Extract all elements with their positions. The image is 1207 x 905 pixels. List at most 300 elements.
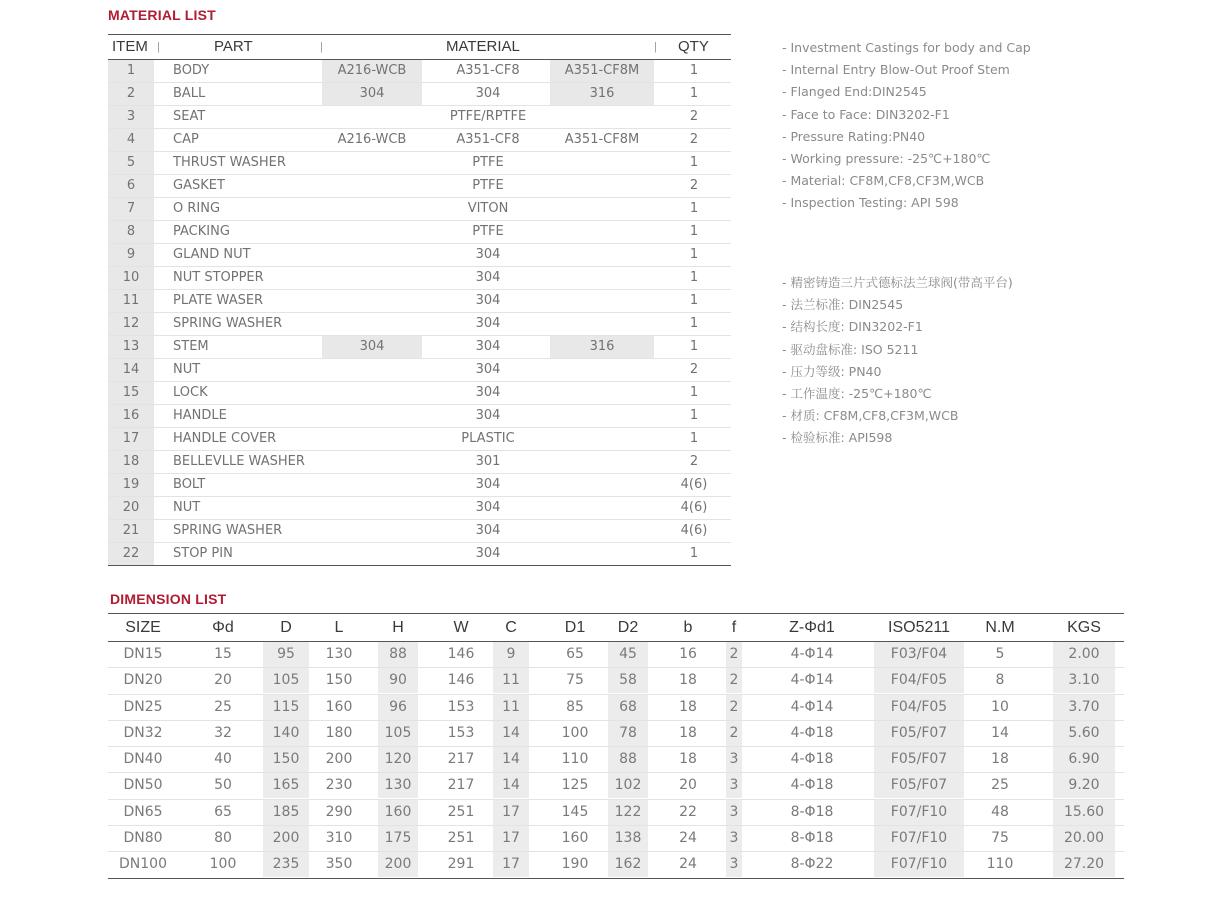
- table-row: [108, 497, 731, 520]
- dimension-cell: 20: [679, 777, 697, 794]
- dimension-cell: 5.60: [1053, 721, 1115, 746]
- item-number: 9: [108, 244, 154, 266]
- item-number: 13: [108, 336, 154, 358]
- dimension-cell: 32: [214, 724, 232, 741]
- dimension-cell: 9.20: [1053, 773, 1115, 798]
- dimension-cell: F07/F10: [874, 826, 964, 851]
- header-part: PART: [214, 38, 253, 55]
- quantity: 1: [689, 224, 699, 239]
- table-row: [108, 244, 731, 267]
- material-cf8m: 316: [550, 336, 654, 358]
- note-line: - Pressure Rating:PN40: [782, 128, 926, 144]
- dimension-cell: 18: [679, 698, 697, 715]
- table-row: [108, 221, 731, 244]
- item-number: 11: [108, 290, 154, 312]
- dimension-cell: DN20: [123, 672, 163, 689]
- dimension-cell: 4-Φ18: [790, 724, 834, 741]
- dimension-cell: 2: [726, 642, 742, 667]
- dimension-cell: 4-Φ18: [790, 777, 834, 794]
- item-number: 7: [108, 198, 154, 220]
- material-value: 304: [475, 408, 501, 423]
- dimension-cell: 80: [214, 830, 232, 847]
- table-row: [108, 152, 731, 175]
- dimension-cell: 251: [447, 830, 475, 847]
- dimension-cell: 310: [325, 830, 353, 847]
- quantity: 4(6): [680, 523, 708, 538]
- part-name: O RING: [173, 201, 221, 216]
- table-row: [108, 313, 731, 336]
- dimension-cell: 78: [608, 721, 648, 746]
- table-row: [108, 721, 1124, 747]
- part-name: SPRING WASHER: [173, 316, 283, 331]
- table-row: [108, 83, 731, 106]
- table-row: [108, 543, 731, 566]
- note-line: - Investment Castings for body and Cap: [782, 40, 1031, 55]
- item-number: 6: [108, 175, 154, 197]
- dimension-cell: 40: [214, 751, 232, 768]
- part-name: CAP: [173, 132, 199, 147]
- item-number: 21: [108, 520, 154, 542]
- dimension-cell: DN65: [123, 803, 163, 820]
- dimension-cell: 146: [447, 672, 475, 689]
- part-name: NUT STOPPER: [173, 270, 264, 285]
- quantity: 1: [689, 86, 699, 101]
- material-wcb: A216-WCB: [322, 60, 422, 82]
- quantity: 1: [689, 63, 699, 78]
- material-value: 304: [475, 523, 501, 538]
- quantity: 1: [689, 316, 699, 331]
- quantity: 4(6): [680, 477, 708, 492]
- dimension-cell: 150: [325, 672, 353, 689]
- table-row: [108, 852, 1124, 878]
- dimension-cell: 100: [561, 724, 589, 741]
- table-row: [108, 336, 731, 359]
- dimension-cell: 160: [325, 698, 353, 715]
- dimension-cell: 95: [263, 642, 309, 667]
- dimension-cell: 8-Φ18: [790, 830, 834, 847]
- table-row: [108, 382, 731, 405]
- material-wcb: A216-WCB: [337, 132, 407, 147]
- header-qty: QTY: [678, 38, 709, 55]
- dimension-cell: 14: [493, 721, 529, 746]
- dimension-cell: 130: [378, 773, 418, 798]
- dimension-cell: 16: [679, 646, 697, 662]
- header-item: ITEM: [112, 38, 148, 55]
- table-row: [108, 826, 1124, 852]
- material-value: PTFE: [472, 155, 504, 170]
- material-value: PTFE: [472, 224, 504, 239]
- material-value: 304: [475, 385, 501, 400]
- part-name: THRUST WASHER: [173, 155, 286, 170]
- material-table: [108, 34, 731, 566]
- table-row: [108, 747, 1124, 773]
- dimension-cell: 3.70: [1053, 695, 1115, 720]
- dimension-header-cell: D1: [564, 619, 586, 636]
- dimension-cell: 122: [608, 800, 648, 825]
- part-name: HANDLE COVER: [173, 431, 277, 446]
- dimension-cell: 14: [493, 773, 529, 798]
- dimension-cell: 85: [566, 698, 584, 715]
- item-number: 2: [108, 83, 154, 105]
- dimension-cell: F07/F10: [874, 800, 964, 825]
- quantity: 1: [689, 247, 699, 262]
- dimension-cell: 4-Φ14: [790, 646, 834, 662]
- dimension-table-header: [108, 613, 1124, 642]
- dimension-cell: 15: [214, 646, 232, 662]
- dimension-cell: 5: [995, 646, 1005, 662]
- table-row: [108, 695, 1124, 721]
- dimension-cell: F05/F07: [874, 773, 964, 798]
- material-cf8m: A351-CF8M: [550, 60, 654, 82]
- dimension-header-cell: Z-Φd1: [789, 619, 835, 636]
- dimension-cell: 24: [679, 830, 697, 847]
- material-table-body: [108, 60, 731, 566]
- notes-english: [782, 37, 1031, 215]
- dimension-cell: 185: [263, 800, 309, 825]
- dimension-cell: 9: [493, 642, 529, 667]
- dimension-cell: 68: [608, 695, 648, 720]
- dimension-cell: 3.10: [1053, 668, 1115, 693]
- dimension-cell: 235: [263, 852, 309, 877]
- table-row: [108, 129, 731, 152]
- item-number: 5: [108, 152, 154, 174]
- table-row: [108, 668, 1124, 694]
- part-name: STOP PIN: [173, 546, 233, 561]
- dimension-header-cell: N.M: [985, 619, 1015, 636]
- item-number: 3: [108, 106, 154, 128]
- dimension-cell: 120: [378, 747, 418, 772]
- table-row: [108, 359, 731, 382]
- quantity: 2: [689, 362, 699, 377]
- part-name: HANDLE: [173, 408, 227, 423]
- material-list-title: MATERIAL LIST: [108, 7, 216, 23]
- part-name: STEM: [173, 339, 209, 354]
- table-row: [108, 290, 731, 313]
- dimension-cell: 2: [726, 668, 742, 693]
- dimension-cell: 65: [214, 803, 232, 820]
- dimension-list-title: DIMENSION LIST: [110, 591, 227, 607]
- note-line: - 结构长度: DIN3202-F1: [782, 319, 923, 335]
- note-line: - Flanged End:DIN2545: [782, 84, 927, 100]
- dimension-header-cell: f: [731, 619, 737, 636]
- dimension-cell: 153: [447, 698, 475, 715]
- table-row: [108, 175, 731, 198]
- quantity: 1: [689, 385, 699, 400]
- note-line: - 压力等级: PN40: [782, 363, 882, 379]
- part-name: BELLEVLLE WASHER: [173, 454, 305, 469]
- dimension-cell: 145: [561, 803, 589, 820]
- note-line: - 驱动盘标准: ISO 5211: [782, 341, 919, 357]
- dimension-cell: 10: [991, 698, 1009, 715]
- dimension-cell: 140: [263, 721, 309, 746]
- item-number: 10: [108, 267, 154, 289]
- part-name: BALL: [173, 86, 206, 101]
- dimension-cell: 48: [991, 803, 1009, 820]
- part-name: BODY: [173, 63, 210, 78]
- material-wcb: 304: [322, 83, 422, 105]
- dimension-cell: 18: [679, 751, 697, 768]
- dimension-cell: DN32: [123, 724, 163, 741]
- dimension-cell: 160: [561, 830, 589, 847]
- dimension-header-cell: SIZE: [125, 619, 161, 636]
- dimension-header-cell: ISO5211: [888, 619, 950, 636]
- quantity: 1: [689, 293, 699, 308]
- part-name: BOLT: [173, 477, 206, 492]
- table-row: [108, 474, 731, 497]
- table-row: [108, 642, 1124, 668]
- dimension-cell: 18: [991, 751, 1009, 768]
- dimension-cell: 88: [378, 642, 418, 667]
- dimension-cell: 217: [447, 751, 475, 768]
- dimension-cell: 162: [608, 852, 648, 877]
- dimension-cell: 290: [325, 803, 353, 820]
- dimension-cell: 165: [263, 773, 309, 798]
- quantity: 1: [689, 201, 699, 216]
- dimension-cell: 102: [608, 773, 648, 798]
- dimension-cell: 125: [561, 777, 589, 794]
- table-row: [108, 60, 731, 83]
- quantity: 1: [689, 270, 699, 285]
- material-cf8m: 316: [550, 83, 654, 105]
- dimension-header-cell: D: [280, 619, 292, 636]
- quantity: 2: [689, 178, 699, 193]
- material-value: 304: [475, 293, 501, 308]
- material-cf8: 304: [475, 339, 501, 354]
- material-value: PTFE: [472, 178, 504, 193]
- dimension-cell: 17: [493, 852, 529, 877]
- note-line: - Inspection Testing: API 598: [782, 195, 959, 211]
- quantity: 1: [689, 155, 699, 170]
- dimension-cell: 25: [991, 777, 1009, 794]
- dimension-cell: 2: [726, 695, 742, 720]
- item-number: 20: [108, 497, 154, 519]
- item-number: 14: [108, 359, 154, 381]
- item-number: 22: [108, 543, 154, 565]
- dimension-cell: 8: [995, 672, 1005, 689]
- quantity: 2: [689, 454, 699, 469]
- dimension-cell: F05/F07: [874, 747, 964, 772]
- part-name: SPRING WASHER: [173, 523, 283, 538]
- dimension-cell: 17: [493, 826, 529, 851]
- dimension-cell: 4-Φ14: [790, 672, 834, 689]
- dimension-cell: 22: [679, 803, 697, 820]
- item-number: 12: [108, 313, 154, 335]
- dimension-cell: 24: [679, 856, 697, 873]
- material-value: 304: [475, 500, 501, 515]
- note-line: - 材质: CF8M,CF8,CF3M,WCB: [782, 408, 959, 424]
- part-name: NUT: [173, 500, 201, 515]
- dimension-header-cell: H: [392, 619, 404, 636]
- dimension-cell: 130: [325, 646, 353, 662]
- note-line: - Face to Face: DIN3202-F1: [782, 106, 950, 122]
- dimension-cell: 11: [493, 668, 529, 693]
- dimension-cell: 75: [566, 672, 584, 689]
- note-line: - Working pressure: -25℃+180℃: [782, 151, 991, 167]
- part-name: GASKET: [173, 178, 225, 193]
- quantity: 1: [689, 431, 699, 446]
- part-name: LOCK: [173, 385, 208, 400]
- quantity: 1: [689, 339, 699, 354]
- dimension-cell: 115: [263, 695, 309, 720]
- dimension-cell: 100: [209, 856, 237, 873]
- material-value: 304: [475, 546, 501, 561]
- dimension-cell: 88: [608, 747, 648, 772]
- dimension-cell: F04/F05: [874, 695, 964, 720]
- dimension-cell: 6.90: [1053, 747, 1115, 772]
- dimension-cell: 291: [447, 856, 475, 873]
- dimension-cell: 18: [679, 724, 697, 741]
- quantity: 4(6): [680, 500, 708, 515]
- dimension-cell: 27.20: [1053, 852, 1115, 877]
- dimension-cell: 3: [726, 800, 742, 825]
- material-value: 304: [475, 362, 501, 377]
- dimension-cell: F04/F05: [874, 668, 964, 693]
- dimension-table: [108, 613, 1124, 879]
- dimension-cell: 138: [608, 826, 648, 851]
- material-value: 304: [475, 247, 501, 262]
- dimension-cell: 45: [608, 642, 648, 667]
- dimension-cell: 2.00: [1053, 642, 1115, 667]
- dimension-cell: 175: [378, 826, 418, 851]
- material-value: 304: [475, 316, 501, 331]
- dimension-header-cell: Φd: [212, 619, 234, 636]
- dimension-header-cell: L: [334, 619, 344, 636]
- dimension-cell: 11: [493, 695, 529, 720]
- note-line: - 精密铸造三片式德标法兰球阀(带高平台): [782, 275, 1013, 290]
- dimension-cell: 3: [726, 826, 742, 851]
- part-name: GLAND NUT: [173, 247, 251, 262]
- table-row: [108, 428, 731, 451]
- quantity: 1: [689, 546, 699, 561]
- note-line: - 法兰标准: DIN2545: [782, 297, 904, 313]
- dimension-cell: 3: [726, 773, 742, 798]
- table-row: [108, 800, 1124, 826]
- part-name: NUT: [173, 362, 201, 377]
- dimension-header-cell: b: [683, 619, 693, 636]
- dimension-cell: 20.00: [1053, 826, 1115, 851]
- dimension-cell: 105: [263, 668, 309, 693]
- dimension-cell: 350: [325, 856, 353, 873]
- dimension-header-cell: KGS: [1067, 619, 1101, 636]
- dimension-cell: 110: [561, 751, 589, 768]
- dimension-cell: 180: [325, 724, 353, 741]
- table-row: [108, 198, 731, 221]
- item-number: 16: [108, 405, 154, 427]
- item-number: 19: [108, 474, 154, 496]
- table-row: [108, 520, 731, 543]
- dimension-cell: 90: [378, 668, 418, 693]
- note-line: - Internal Entry Blow-Out Proof Stem: [782, 62, 1010, 78]
- table-row: [108, 773, 1124, 799]
- table-row: [108, 405, 731, 428]
- item-number: 17: [108, 428, 154, 450]
- dimension-cell: 200: [378, 852, 418, 877]
- dimension-cell: 75: [991, 830, 1009, 847]
- dimension-cell: 200: [263, 826, 309, 851]
- dimension-cell: 58: [608, 668, 648, 693]
- dimension-cell: DN50: [123, 777, 163, 794]
- dimension-cell: 3: [726, 852, 742, 877]
- material-value: PTFE/RPTFE: [449, 109, 527, 124]
- dimension-cell: 153: [447, 724, 475, 741]
- part-name: PLATE WASER: [173, 293, 264, 308]
- dimension-cell: 96: [378, 695, 418, 720]
- material-cf8: A351-CF8: [456, 132, 520, 147]
- dimension-table-body: [108, 642, 1124, 879]
- dimension-cell: 217: [447, 777, 475, 794]
- material-table-header: ITEM | PART | MATERIAL | QTY: [108, 34, 731, 60]
- material-cf8m: A351-CF8M: [564, 132, 640, 147]
- dimension-cell: 190: [561, 856, 589, 873]
- dimension-cell: F05/F07: [874, 721, 964, 746]
- dimension-cell: 8-Φ18: [790, 803, 834, 820]
- material-value: 304: [475, 477, 501, 492]
- dimension-cell: 146: [447, 646, 475, 662]
- dimension-cell: F07/F10: [874, 852, 964, 877]
- dimension-cell: 2: [726, 721, 742, 746]
- dimension-cell: 150: [263, 747, 309, 772]
- material-value: PLASTIC: [461, 431, 515, 446]
- dimension-cell: F03/F04: [874, 642, 964, 667]
- dimension-cell: 105: [378, 721, 418, 746]
- item-number: 15: [108, 382, 154, 404]
- dimension-cell: 160: [378, 800, 418, 825]
- material-value: VITON: [467, 201, 509, 216]
- notes-chinese: [782, 272, 1013, 450]
- dimension-cell: 4-Φ18: [790, 751, 834, 768]
- item-number: 1: [108, 60, 154, 82]
- dimension-header-cell: W: [453, 619, 469, 636]
- quantity: 2: [689, 132, 699, 147]
- table-row: [108, 106, 731, 129]
- dimension-cell: 50: [214, 777, 232, 794]
- dimension-cell: 251: [447, 803, 475, 820]
- item-number: 18: [108, 451, 154, 473]
- note-line: - 工作温度: -25℃+180℃: [782, 386, 932, 402]
- dimension-cell: DN40: [123, 751, 163, 768]
- dimension-cell: 14: [991, 724, 1009, 741]
- header-material: MATERIAL: [446, 38, 520, 55]
- dimension-cell: 15.60: [1053, 800, 1115, 825]
- part-name: SEAT: [173, 109, 206, 124]
- material-wcb: 304: [322, 336, 422, 358]
- dimension-cell: DN80: [123, 830, 163, 847]
- dimension-cell: DN100: [119, 856, 167, 873]
- dimension-header-cell: D2: [617, 619, 639, 636]
- note-line: - Material: CF8M,CF8,CF3M,WCB: [782, 173, 985, 189]
- dimension-cell: 4-Φ14: [790, 698, 834, 715]
- item-number: 4: [108, 129, 154, 151]
- quantity: 2: [689, 109, 699, 124]
- dimension-cell: 20: [214, 672, 232, 689]
- dimension-cell: 8-Φ22: [790, 856, 834, 873]
- note-line: - 检验标准: API598: [782, 430, 893, 446]
- material-cf8: 304: [475, 86, 501, 101]
- dimension-cell: 14: [493, 747, 529, 772]
- dimension-cell: 18: [679, 672, 697, 689]
- dimension-cell: 200: [325, 751, 353, 768]
- part-name: PACKING: [173, 224, 230, 239]
- table-row: [108, 267, 731, 290]
- material-value: 301: [475, 454, 501, 469]
- dimension-cell: 65: [566, 646, 584, 662]
- dimension-header-cell: C: [505, 619, 517, 636]
- dimension-cell: 110: [986, 856, 1014, 873]
- table-row: [108, 451, 731, 474]
- dimension-cell: 25: [214, 698, 232, 715]
- dimension-cell: 17: [493, 800, 529, 825]
- quantity: 1: [689, 408, 699, 423]
